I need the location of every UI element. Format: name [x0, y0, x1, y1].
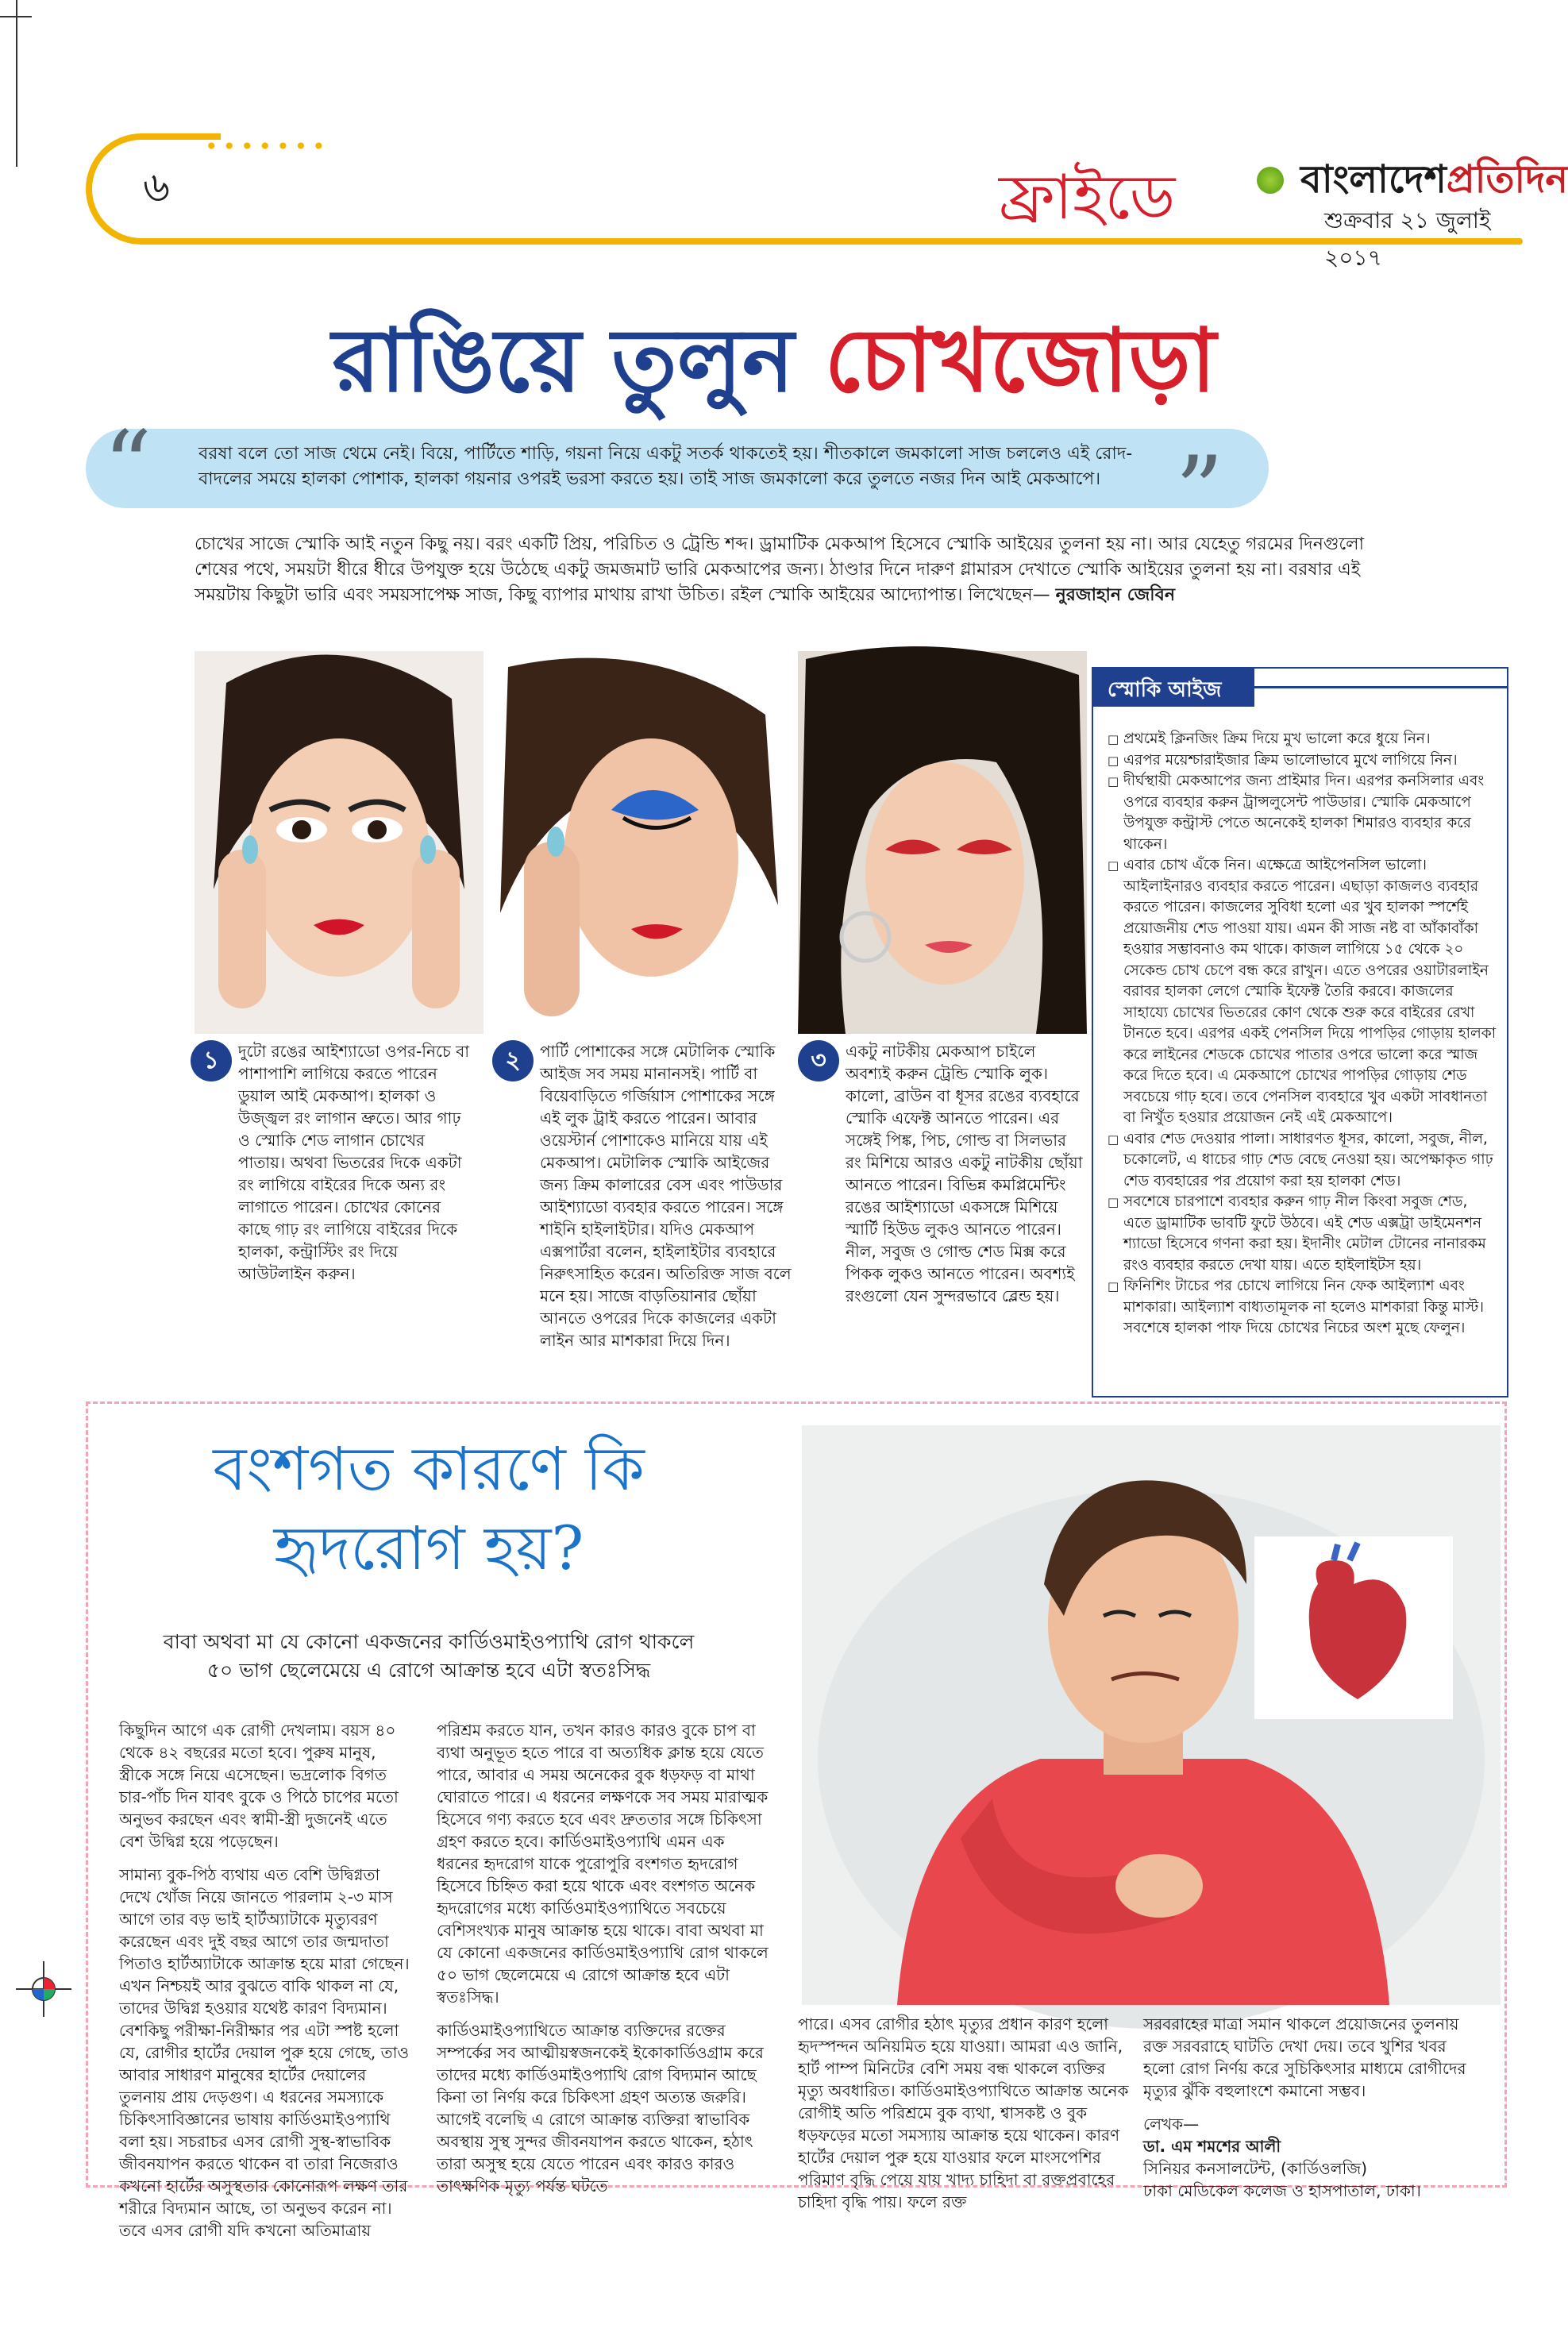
paragraph: সামান্য বুক-পিঠ ব্যথায় এত বেশি উদ্বিগ্নতা দেখে খোঁজ নিয়ে জানতে পারলাম ২-৩ মাস আগে তার বড় ভাই হার্টঅ্যাটাকে মৃত্যুবরণ করেছেন এবং দুই বছর আগে তার জন্মদাতা পিতাও হার্টঅ্যাটাকে আক্রান্ত হয়ে মারা গেছেন। এখন নিশ্চয়ই আর বুঝতে বাকি থাকল না যে, তাদের উদ্বিগ্ন হওয়ার যথেষ্ট কারণ বিদ্যমান। বেশকিছু পরীক্ষা-নিরীক্ষার পর এটা স্পষ্ট হলো যে, রোগীর হার্টের দেয়াল পুরু হয়ে গেছে, তাও আবার সাধারণ মানুষের হার্টের দেয়ালের তুলনায় প্রায় দেড়গুণ। এ ধরনের সমস্যাকে চিকিৎসাবিজ্ঞানের ভাষায় কার্ডিওমাইওপ্যাথি বলা হয়। সচরাচর এসব রোগী সুস্থ-স্বাভাবিক জীবনযাপন করতে থাকেন বা তারা নিজেরাও কখনো হার্টের অসুস্থতার কোনোরূপ লক্ষণ তার শরীরে বিদ্যমান আছে, তা অনুভব করেন না। তবে এসব রোগী যদি কখনো অতিমাত্রায় [119, 1865, 410, 2240]
crop-mark-horizontal [0, 16, 32, 17]
article2-column-2 [437, 1719, 770, 2208]
chest-pain-illustration [802, 1425, 1501, 2005]
brand-dot-icon [1257, 167, 1284, 194]
photo-model-1 [195, 651, 483, 1034]
paragraph: পারে। এসব রোগীর হঠাৎ মৃত্যুর প্রধান কারণ হলো হৃদস্পন্দন অনিয়মিত হয়ে যাওয়া। আমরা এও জানি, হার্ট পাম্প মিনিটের বেশি সময় বন্ধ থাকলে ব্যক্তির মৃত্যু অবধারিত। কার্ডিওমাইওপ্যাথিতে আক্রান্ত অনেক রোগীই অতি পরিশ্রমে বুক ব্যথা, শ্বাসকষ্ট ও বুক ধড়ফড়ের মতো সমস্যায় আক্রান্ত হয়ে থাকেন। কারণ হার্টের দেয়াল পুরু হয়ে যাওয়ার ফলে মাংসপেশির পরিমাণ বৃদ্ধি পেয়ে যায় খাদ্য চাহিদা বা রক্তপ্রবাহের চাহিদা বৃদ্ধি পায়। ফলে রক্ত [798, 2014, 1129, 2211]
tip-number-badge: ৩ [798, 1040, 839, 1081]
list-item: □ এবার শেড দেওয়ার পালা। সাধারণত ধূসর, কালো, সবুজ, নীল, চকোলেট, এ ধাচের গাঢ় শেড বেছে নেওয়া হয়। অপেক্ষাকৃত গাঢ় শেড ব্যবহারের পর প্রয়োগ করা হয় হালকা শেড। [1108, 1129, 1497, 1193]
page-number-tab [86, 133, 221, 245]
paragraph: কার্ডিওমাইওপ্যাথিতে আক্রান্ত ব্যক্তিদের রক্তের সম্পর্কের সব আত্মীয়স্বজনকেই ইকোকার্ডিওগ্রাম করে তাদের মধ্যে কার্ডিওমাইওপ্যাথি রোগ বিদ্যমান আছে কিনা তা নির্ণয় করে চিকিৎসা গ্রহণ অত্যন্ত জরুরি। আগেই বলেছি এ রোগে আক্রান্ত ব্যক্তিরা স্বাভাবিক অবস্থায় সুস্থ সুন্দর জীবনযাপন করতে থাকেন, হঠাৎ তারা অসুস্থ হয়ে যেতে পারেন এবং কারও কারও তাৎক্ষণিক মৃত্যু পর্যন্ত ঘটতে [437, 2021, 764, 2196]
author-org: ঢাকা মেডিকেল কলেজ ও হাসপাতাল, ঢাকা। [1143, 2181, 1421, 2200]
article2-column-4 [1143, 2013, 1477, 2202]
page-header [86, 133, 1568, 271]
brand-part2: প্রতিদিন [1446, 157, 1568, 202]
smoky-header-rule [1254, 686, 1508, 688]
photo-model-3 [798, 651, 1087, 1034]
article1-headline [0, 294, 1548, 440]
list-item: □ এবার চোখ এঁকে নিন। এক্ষেত্রে আইপেনসিল ভালো। আইলাইনারও ব্যবহার করতে পারেন। এছাড়া কাজলও ব্যবহার করতে পারেন। কাজলের সুবিধা হলো এর খুব হালকা স্পর্শেই প্রয়োজনীয় শেড পাওয়া যায়। এমন কী সাজ নষ্ট বা আঁকাবাঁকা হওয়ার সম্ভাবনাও কম থাকে। কাজল লাগিয়ে ১৫ থেকে ২০ সেকেন্ড চোখ চেপে বন্ধ করে রাখুন। এতে ওপরের ওয়াটারলাইন বরাবর হালকা লেগে স্মোকি ইফেক্ট তৈরি করবে। কাজলের সাহায্যে চোখের ভিতরের কোণ থেকে শুরু করে বাইরের রেখা টানতে হবে। এরপর একই পেনসিল দিয়ে পাপড়ির গোড়ায় হালকা করে লাইনের শেডকে চোখের পাতার ওপরে ভালো করে স্মাজ করে দিতে হবে। এ মেকআপে চোখের পাপড়ির গোড়ায় শেড সবচেয়ে গাঢ় হবে। তবে পেনসিল ব্যবহারে খুব একটা সাবধানতা বা নিখুঁত হওয়ার প্রয়োজন নেই এই মেকআপে। [1108, 855, 1497, 1129]
page-number: ৬ [143, 163, 170, 211]
article2-column-3 [798, 2013, 1131, 2224]
tip-number-badge: ২ [492, 1040, 534, 1081]
issue-date: শুক্রবার ২১ জুলাই ২০১৭ [1324, 207, 1491, 271]
crop-mark-vertical [16, 0, 17, 167]
article2-column-1 [119, 1719, 413, 2253]
smoky-eyes-header [1092, 667, 1508, 707]
paragraph: পরিশ্রম করতে যান, তখন কারও কারও বুকে চাপ বা ব্যথা অনুভূত হতে পারে বা অত্যধিক ক্লান্ত হয়ে যেতে পারে, আবার এ সময় অনেকের বুক ধড়ফড় বা মাথা ঘোরাতে পারে। এ ধরনের লক্ষণকে সব সময় মারাত্মক হিসেবে গণ্য করতে হবে এবং দ্রুততার সঙ্গে চিকিৎসা গ্রহণ করতে হবে। কার্ডিওমাইওপ্যাথি এমন এক ধরনের হৃদরোগ যাকে পুরোপুরি বংশগত হৃদরোগ হিসেবে চিহ্নিত করা হয়ে থাকে এবং বংশগত অনেক হৃদরোগের মধ্যে কার্ডিওমাইওপ্যাথিতে সবচেয়ে বেশিসংখ্যক মানুষ আক্রান্ত হয়ে থাকে। বাবা অথবা মা যে কোনো একজনের কার্ডিওমাইওপ্যাথি রোগ থাকলে ৫০ ভাগ ছেলেমেয়ে এ রোগে আক্রান্ত হবে এটা স্বতঃসিদ্ধ। [437, 1721, 769, 2007]
list-item: □ প্রথমেই ক্লিনজিং ক্রিম দিয়ে মুখ ভালো করে ধুয়ে নিন। [1108, 729, 1497, 750]
headline-part1: রাঙিয়ে তুলুন [332, 309, 795, 411]
photo-model-2 [492, 651, 781, 1034]
headline-line2: হৃদরোগ হয়? [273, 1513, 584, 1583]
byline: নুরজাহান জেবিন [1055, 585, 1175, 605]
header-dots: ••••••• [205, 133, 330, 160]
section-name: ফ্রাইডে [999, 162, 1176, 233]
tip-number-badge: ১ [191, 1040, 232, 1081]
article2-headline [159, 1429, 699, 1588]
smoky-eyes-steps [1108, 729, 1497, 1340]
article2-subhead: বাবা অথবা মা যে কোনো একজনের কার্ডিওমাইওপ্যাথি রোগ থাকলে ৫০ ভাগ ছেলেমেয়ে এ রোগে আক্রান্ত হবে এটা স্বতঃসিদ্ধ [163, 1630, 695, 1682]
paragraph: সরবরাহের মাত্রা সমান থাকলে প্রয়োজনের তুলনায় রক্ত সরবরাহে ঘাটতি দেখা দেয়। তবে খুশির খবর হলো রোগ নির্ণয় করে সুচিকিৎসার মাধ্যমে রোগীদের মৃত্যুর ঝুঁকি বহুলাংশে কমানো সম্ভব। [1143, 2014, 1466, 2100]
headline-part2: চোখজোড়া [824, 309, 1216, 411]
author-label: লেখক— [1143, 2115, 1200, 2134]
smoky-eyes-title: স্মোকি আইজ [1108, 678, 1222, 702]
tip-text: পার্টি পোশাকের সঙ্গে মেটালিক স্মোকি আইজ সব সময় মানানসই। পার্টি বা বিয়েবাড়িতে গর্জিয়াস পোশাকের সঙ্গে এই লুক ট্রাই করতে পারেন। আবার ওয়েস্টার্ন পোশাকেও মানিয়ে যায় এই মেকআপ। মেটালিক স্মোকি আইজের জন্য ক্রিম কালারের বেস এবং পাউডার আইশ্যাডো ব্যবহার করতে পারেন। সঙ্গে শাইনি হাইলাইটার। যদিও মেকআপ এক্সপার্টরা বলেন, হাইলাইটার ব্যবহারে নিরুৎসাহিত করেন। অতিরিক্ত সাজ বলে মনে হয়। সাজে বাড়তিয়ানার ছোঁয়া আনতে ওপরের দিকে কাজলের একটা লাইন আর মাশকারা দিয়ে দিন। [540, 1042, 792, 1350]
lead-body: চোখের সাজে স্মোকি আই নতুন কিছু নয়। বরং একটি প্রিয়, পরিচিত ও ট্রেন্ডি শব্দ। ড্রামাটিক মেকআপ হিসেবে স্মোকি আইয়ের তুলনা হয় না। আর যেহেতু গরমের দিনগুলো শেষের পথে, সময়টা ধীরে ধীরে উপযুক্ত হয়ে উঠেছে একটু জমজমাট ভারি মেকআপের জন্য। ঠাণ্ডার দিনে দারুণ গ্লামারস দেখাতে স্মোকি আইয়ের তুলনা হয় না। বরষার এই সময়টায় কিছুটা ভারি এবং সময়সাপেক্ষ সাজ, কিছু ব্যাপার মাথায় রাখা উচিত। রইল স্মোকি আইয়ের আদ্যোপান্ত। লিখেছেন— [195, 534, 1364, 605]
brand-part1: বাংলাদেশ [1300, 157, 1447, 202]
tip-text: একটু নাটকীয় মেকআপ চাইলে অবশ্যই করুন ট্রেন্ডি স্মোকি লুক। কালো, ব্রাউন বা ধূসর রঙের ব্যবহারে স্মোকি এফেক্ট আনতে পারেন। এর সঙ্গেই পিঙ্ক, পিচ, গোল্ড বা সিলভার রং মিশিয়ে আরও একটু নাটকীয় ছোঁয়া আনতে পারেন। বিভিন্ন কমপ্লিমেন্টিং রঙের আইশ্যাডো একসঙ্গে মিশিয়ে স্মার্টি হিউড লুকও আনতে পারেন। নীল, সবুজ ও গোল্ড শেড মিক্স করে পিকক লুকও আনতে পারেন। অবশ্যই রংগুলো যেন সুন্দরভাবে ব্লেন্ড হয়। [846, 1042, 1083, 1305]
tip-text: দুটো রঙের আইশ্যাডো ওপর-নিচে বা পাশাপাশি লাগিয়ে করতে পারেন ডুয়াল আই মেকআপ। হালকা ও উজ্জ্বল রং লাগান ভ্রুতে। আর গাঢ় ও স্মোকি শেড লাগান চোখের পাতায়। অথবা ভিতরের দিকে একটা রং লাগিয়ে বাইরের দিকে অন্য রং লাগাতে পারেন। চোখের কোনের কাছে গাঢ় রং লাগিয়ে বাইরের দিকে হালকা, কন্ট্রাস্টিং রং দিয়ে আউটলাইন করুন। [238, 1042, 470, 1283]
paragraph: কিছুদিন আগে এক রোগী দেখলাম। বয়স ৪০ থেকে ৪২ বছরের মতো হবে। পুরুষ মানুষ, স্ত্রীকে সঙ্গে নিয়ে এসেছেন। ভদ্রলোক বিগত চার-পাঁচ দিন যাবৎ বুকে ও পিঠে চাপের মতো অনুভব করছেন এবং স্বামী-স্ত্রী দুজনেই এতে বেশ উদ্বিগ্ন হয়ে পড়েছেন। [119, 1721, 399, 1851]
list-item: □ সবশেষে চারপাশে ব্যবহার করুন গাঢ় নীল কিংবা সবুজ শেড, এতে ড্রামাটিক ভাবটি ফুটে উঠবে। এই শেড এক্সট্রা ডাইমেনশন শ্যাডো হিসেবে গণনা করা হয়। ইদানীং মেটাল টোনের নানারকম রংও ব্যবহার করতে দেখা যায়। এতে হাইলাইটস হয়। [1108, 1192, 1497, 1276]
author-title: সিনিয়র কনসালটেন্ট, (কার্ডিওলজি) [1143, 2159, 1368, 2178]
quote-close-icon: ” [1175, 437, 1224, 547]
lead-paragraph [195, 532, 1385, 608]
quote-open-icon: “ [103, 411, 152, 522]
registration-mark-icon [16, 1961, 71, 2017]
list-item: □ দীর্ঘস্থায়ী মেকআপের জন্য প্রাইমার দিন। এরপর কনসিলার এবং ওপরে ব্যবহার করুন ট্রান্সলুসেন্ট পাউডার। স্মোকি মেকআপে উপযুক্ত কন্ট্রাস্ট পেতে অনেকেই হালকা শিমারও ব্যবহার করে থাকেন। [1108, 771, 1497, 855]
list-item: □ ফিনিশিং টাচের পর চোখে লাগিয়ে নিন ফেক আইল্যাশ এবং মাশকারা। আইল্যাশ বাধ্যতামূলক না হলেও মাশকারা কিন্তু মাস্ট। সবশেষে হালকা পাফ দিয়ে চোখের নিচের অংশ মুছে ফেলুন। [1108, 1276, 1497, 1340]
headline-line1: বংশগত কারণে কি [213, 1433, 645, 1504]
author-name: ডা. এম শমশের আলী [1143, 2137, 1281, 2156]
list-item: □ এরপর ময়েশ্চারাইজার ক্রিম ভালোভাবে মুখে লাগিয়ে নিন। [1108, 750, 1497, 772]
intro-text: বরষা বলে তো সাজ থেমে নেই। বিয়ে, পার্টিতে শাড়ি, গয়না নিয়ে একটু সতর্ক থাকতেই হয়। শীতকালে জমকালো সাজ চললেও এই রোদ-বাদলের সময়ে হালকা পোশাক, হালকা গয়নার ওপরই ভরসা করতে হয়। তাই সাজ জমকালো করে তুলতে নজর দিন আই মেকআপে। [198, 444, 1133, 489]
